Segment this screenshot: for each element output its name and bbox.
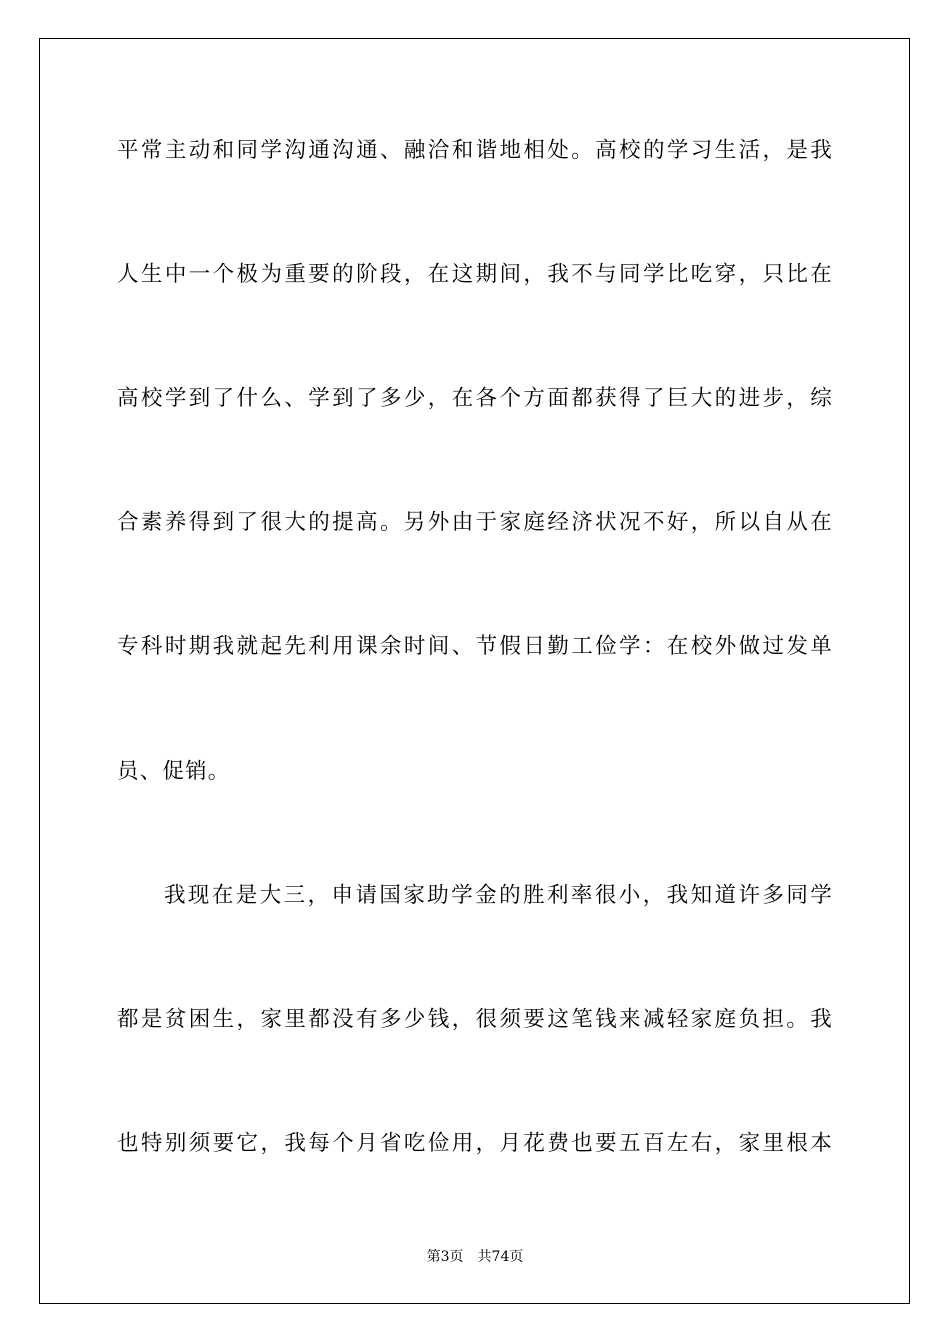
page-total: 共74页 xyxy=(477,1249,524,1265)
page-number: 第3页 xyxy=(426,1249,464,1265)
page-footer xyxy=(0,1247,950,1267)
paragraph-first-line: 我现在是大三，申请国家助学金的胜利率很小，我知道许多同学 xyxy=(164,883,833,908)
text-line: 专科时期我就起先利用课余时间、节假日勤工俭学：在校外做过发单 xyxy=(117,634,833,659)
text-line: 也特别须要它，我每个月省吃俭用，月花费也要五百左右，家里根本 xyxy=(117,1131,833,1156)
text-line: 高校学到了什么、学到了多少，在各个方面都获得了巨大的进步，综 xyxy=(117,386,833,411)
text-line: 平常主动和同学沟通沟通、融洽和谐地相处。高校的学习生活，是我 xyxy=(117,138,833,163)
text-line: 人生中一个极为重要的阶段，在这期间，我不与同学比吃穿，只比在 xyxy=(117,262,833,287)
text-line: 员、促销。 xyxy=(117,759,231,784)
text-line: 合素养得到了很大的提高。另外由于家庭经济状况不好，所以自从在 xyxy=(117,510,833,535)
text-line: 都是贫困生，家里都没有多少钱，很须要这笔钱来减轻家庭负担。我 xyxy=(117,1007,833,1032)
page-border xyxy=(39,38,910,1304)
